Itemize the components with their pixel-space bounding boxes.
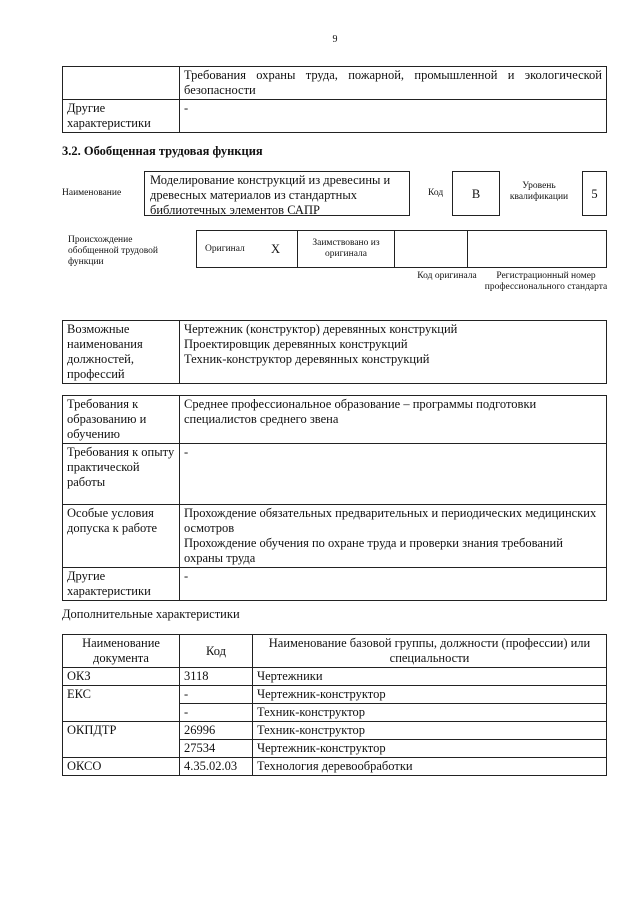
table-row [63, 505, 607, 568]
level-box: 5 [582, 171, 607, 216]
row-code: 27534 [180, 740, 253, 758]
table-row [63, 686, 607, 704]
experience-value: - [180, 444, 607, 505]
row-code: 3118 [180, 668, 253, 686]
row-name: Техник-конструктор [253, 704, 607, 722]
row-doc: ОКПДТР [63, 722, 180, 740]
row-doc: ОКСО [63, 758, 180, 776]
additional-title: Дополнительные характеристики [62, 607, 240, 621]
special-item: Прохождение обязательных предварительных и периодических медицинских осмотров [184, 506, 597, 535]
row-code: - [180, 686, 253, 704]
table-row [63, 568, 607, 601]
row-doc: ОКЗ [63, 668, 180, 686]
table-row [63, 396, 607, 444]
row-name: Техник-конструктор [253, 722, 607, 740]
position-item: Проектировщик деревянных конструкций [184, 337, 408, 351]
code-label: Код [428, 188, 444, 198]
requirements-table [62, 395, 607, 601]
positions-values [180, 321, 607, 384]
other-characteristics-label: Другие характеристики [63, 100, 180, 133]
education-label: Требования к образованию и обучению [63, 396, 180, 444]
table-row [63, 758, 607, 776]
reg-caption: Регистрационный номер профессионального стандарта [484, 271, 608, 292]
code-box: B [452, 171, 500, 216]
row-name: Чертежник-конструктор [253, 740, 607, 758]
origin-table [196, 230, 607, 268]
row-code: 4.35.02.03 [180, 758, 253, 776]
code-caption: Код оригинала [417, 271, 477, 281]
header-doc: Наименование документа [63, 635, 180, 668]
header-name: Наименование базовой группы, должности (профессии) или специальности [253, 635, 607, 668]
special-item: Прохождение обучения по охране труда и проверки знания требований охраны труда [184, 536, 563, 565]
page-number: 9 [332, 34, 338, 45]
original-label: Оригинал [197, 231, 268, 268]
row-doc: ЕКС [63, 686, 180, 704]
table-row [63, 67, 607, 100]
special-label: Особые условия допуска к работе [63, 505, 180, 568]
education-value: Среднее профессиональное образование – программы подготовки специалистов среднего звена [180, 396, 607, 444]
other-value: - [180, 568, 607, 601]
origin-label: Происхождение обобщенной трудовой функции [68, 235, 158, 267]
table-header-row [63, 635, 607, 668]
section-title: 3.2. Обобщенная трудовая функция [62, 144, 263, 158]
table-row [63, 740, 607, 758]
header-code: Код [180, 635, 253, 668]
table-row [63, 722, 607, 740]
positions-table [62, 320, 607, 384]
experience-label: Требования к опыту практической работы [63, 444, 180, 505]
top-requirement-cell: Требования охраны труда, пожарной, промышленной и экологической безопасности [180, 67, 607, 100]
original-mark: X [267, 231, 298, 268]
level-label: Уровень квалификации [509, 181, 569, 202]
origin-reg-cell [468, 231, 607, 268]
borrowed-label: Заимствовано из оригинала [298, 231, 395, 268]
top-table [62, 66, 607, 133]
function-name-box: Моделирование конструкций из древесины и древесных материалов из стандартных библиотечных элементов САПР [144, 171, 410, 216]
row-name: Чертежники [253, 668, 607, 686]
table-row [63, 321, 607, 384]
additional-table [62, 634, 607, 776]
table-row [63, 704, 607, 722]
row-doc [63, 740, 180, 758]
special-values [180, 505, 607, 568]
row-code: 26996 [180, 722, 253, 740]
origin-code-cell [395, 231, 468, 268]
position-item: Чертежник (конструктор) деревянных конструкций [184, 322, 458, 336]
other-characteristics-value: - [180, 100, 607, 133]
row-name: Чертежник-конструктор [253, 686, 607, 704]
row-doc [63, 704, 180, 722]
row-name: Технология деревообработки [253, 758, 607, 776]
name-label: Наименование [62, 188, 122, 198]
positions-label: Возможные наименования должностей, профессий [63, 321, 180, 384]
table-row [63, 668, 607, 686]
table-row [63, 100, 607, 133]
table-row [63, 444, 607, 505]
row-code: - [180, 704, 253, 722]
position-item: Техник-конструктор деревянных конструкций [184, 352, 430, 366]
table-row [197, 231, 607, 268]
other-label: Другие характеристики [63, 568, 180, 601]
